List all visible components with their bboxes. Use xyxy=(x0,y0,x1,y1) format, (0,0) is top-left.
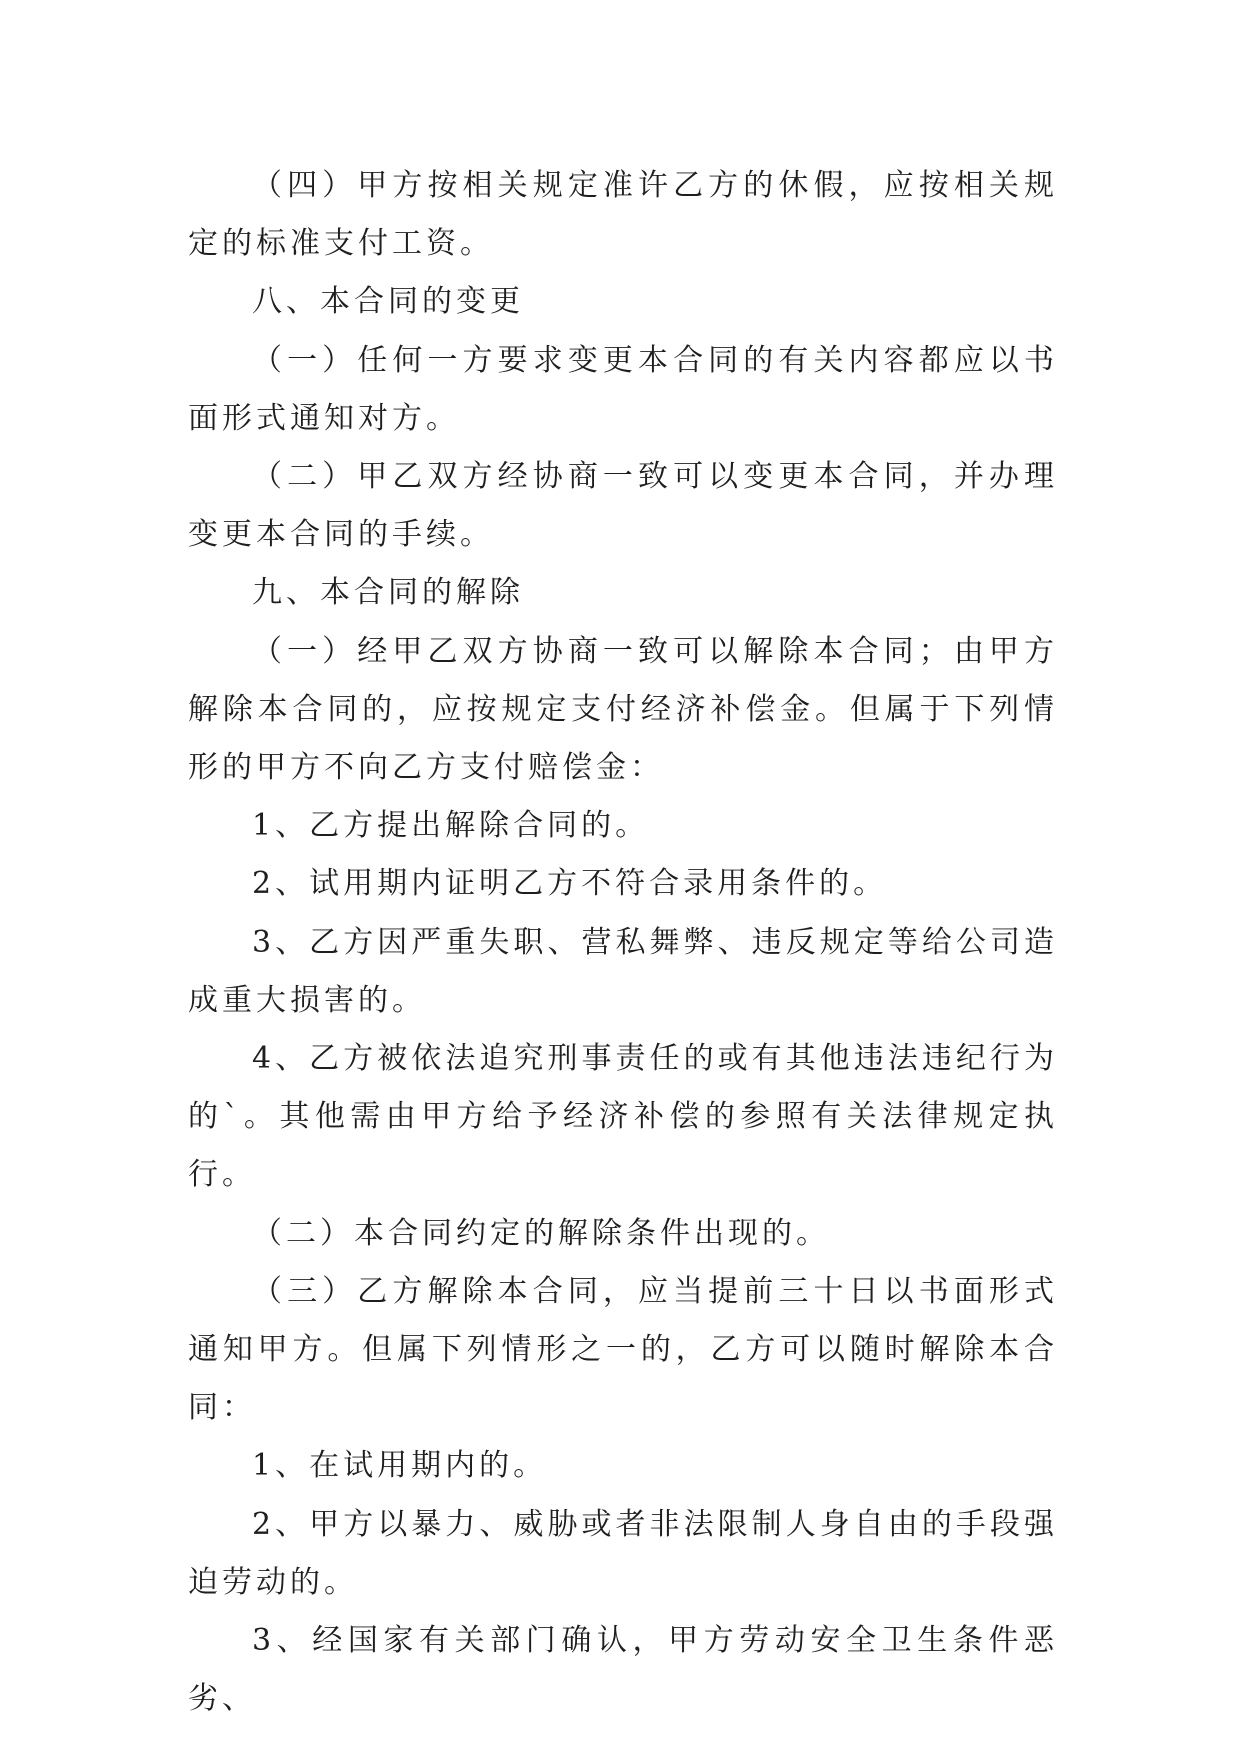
section-heading-contract-termination: 九、本合同的解除 xyxy=(252,575,524,611)
paragraph-employee-termination-notice: （三）乙方解除本合同，应当提前三十日以书面形式通知甲方。但属下列情形之一的，乙方可以随时解除本合同： xyxy=(188,1273,1058,1426)
list-item-probation-unqualified: 2、试用期内证明乙方不符合录用条件的。 xyxy=(252,866,888,902)
paragraph-change-by-agreement: （二）甲乙双方经协商一致可以变更本合同，并办理变更本合同的手续。 xyxy=(188,459,1058,553)
paragraph-agreed-conditions: （二）本合同约定的解除条件出现的。 xyxy=(252,1215,830,1251)
list-item-forced-labor: 2、甲方以暴力、威胁或者非法限制人身自由的手段强迫劳动的。 xyxy=(188,1506,1058,1600)
document-body xyxy=(188,157,1058,1728)
paragraph-leave-wages: （四）甲方按相关规定准许乙方的休假，应按相关规定的标准支付工资。 xyxy=(188,168,1058,262)
list-item-unsafe-conditions: 3、经国家有关部门确认，甲方劳动安全卫生条件恶劣、 xyxy=(188,1623,1058,1717)
list-item-employee-proposes: 1、乙方提出解除合同的。 xyxy=(252,808,650,844)
section-heading-contract-change: 八、本合同的变更 xyxy=(252,284,524,320)
paragraph-termination-by-agreement: （一）经甲乙双方协商一致可以解除本合同；由甲方解除本合同的，应按规定支付经济补偿金。但属于下列情形的甲方不向乙方支付赔偿金： xyxy=(188,633,1058,786)
paragraph-change-written-notice: （一）任何一方要求变更本合同的有关内容都应以书面形式通知对方。 xyxy=(188,342,1058,436)
list-item-serious-misconduct: 3、乙方因严重失职、营私舞弊、违反规定等给公司造成重大损害的。 xyxy=(188,924,1058,1018)
list-item-criminal-liability: 4、乙方被依法追究刑事责任的或有其他违法违纪行为的`。其他需由甲方给予经济补偿的参照有关法律规定执行。 xyxy=(188,1041,1058,1193)
list-item-within-probation: 1、在试用期内的。 xyxy=(252,1448,548,1484)
